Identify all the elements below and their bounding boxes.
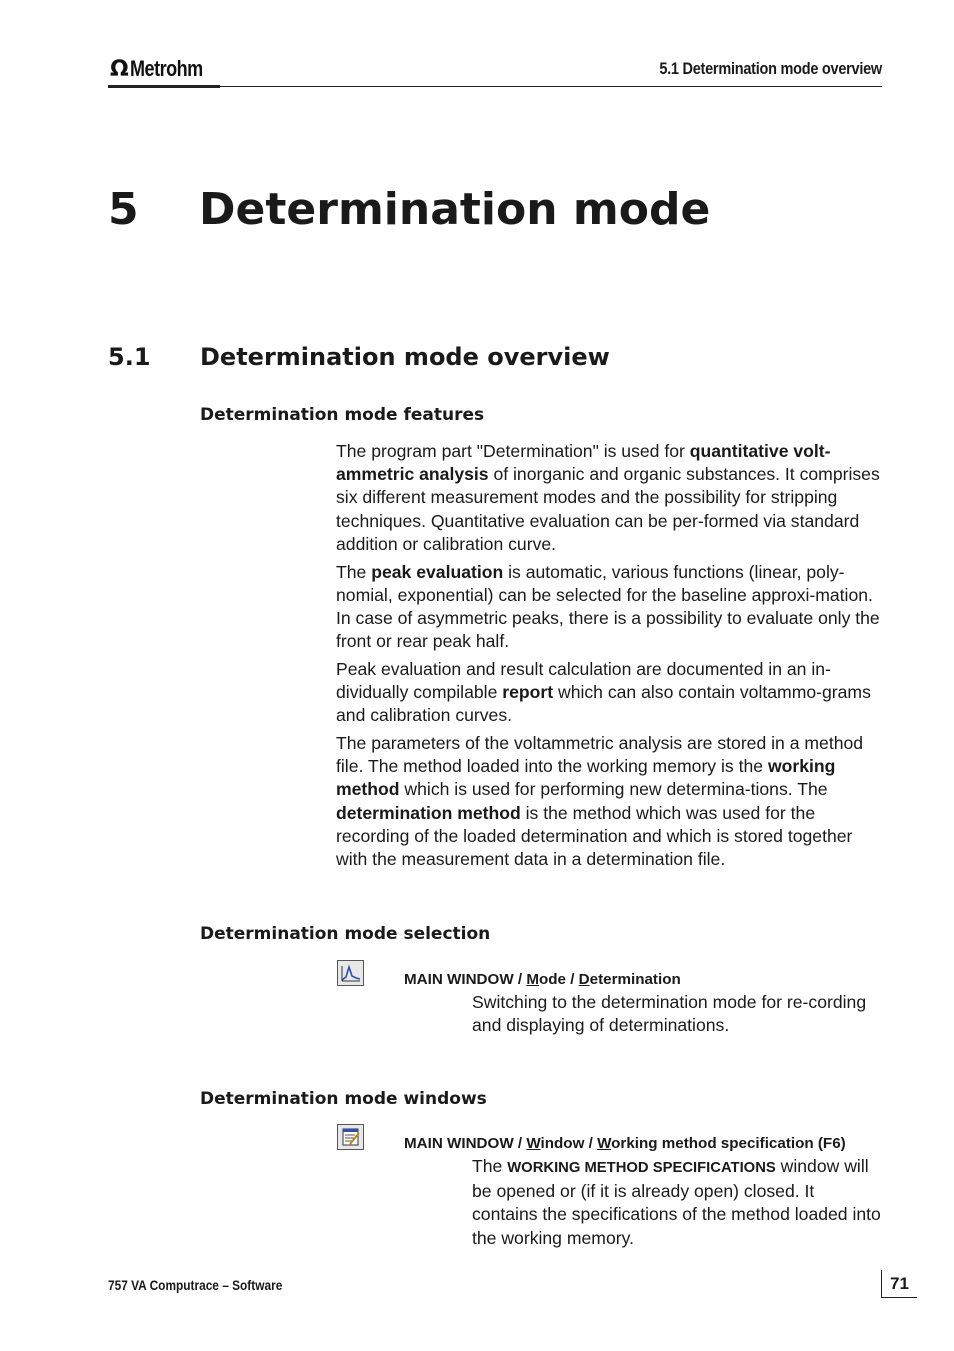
page-number: 71 [881,1270,917,1298]
features-heading: Determination mode features [200,405,485,425]
header-rule [108,86,882,87]
windows-description: The WORKING METHOD SPECIFICATIONS window will be opened or (if it is already open) closed. It contains the specifications of the method loaded into the working memory. [472,1156,881,1248]
chapter-title: Determination mode [199,184,711,235]
paragraph: The program part "Determination" is used for quantitative volt-ammetric analysis of inorganic and organic substances. It comprises six different measurement modes and the possibility for stripping techniques. Quantitative evaluation can be per-formed via standard addition or calibration curve. [336,441,880,554]
omega-logo-icon: Ω [110,56,129,82]
selection-heading: Determination mode selection [200,924,491,944]
windows-heading: Determination mode windows [200,1089,487,1109]
paragraph: The parameters of the voltammetric analysis are stored in a method file. The method loaded into the working memory is the working method which is used for performing new determina-tions. The determination method is the method which was used for the recording of the loaded determination and which is stored together with the measurement data in a determination file. [336,732,864,869]
chapter-number: 5 [108,184,140,235]
menu-path-working-method: MAIN WINDOW / Window / Working method specification (F6) [404,1135,846,1152]
features-body [336,440,884,876]
metrohm-logo [110,55,218,83]
header-rule-accent [108,85,220,88]
footer-product: 757 VA Computrace – Software [108,1278,283,1293]
section-number: 5.1 [108,343,151,371]
logo-text: Metrohm [129,56,203,81]
paragraph: The peak evaluation is automatic, various functions (linear, poly-nomial, exponential) can be selected for the baseline approxi-mation. In case of asymmetric peaks, there is a possibility to evaluate only the front or rear peak half. [336,561,880,652]
section-title: Determination mode overview [200,343,610,371]
running-header: 5.1 Determination mode overview [659,60,882,78]
paragraph: Peak evaluation and result calculation are documented in an in-dividually compilable report which can also contain voltammo-grams and calibration curves. [336,658,871,726]
working-method-specification-icon[interactable] [337,1124,364,1150]
menu-path-determination: MAIN WINDOW / Mode / Determination [404,971,681,988]
selection-description: Switching to the determination mode for re-cording and displaying of determinations. [472,992,867,1036]
determination-mode-icon[interactable] [337,960,364,986]
